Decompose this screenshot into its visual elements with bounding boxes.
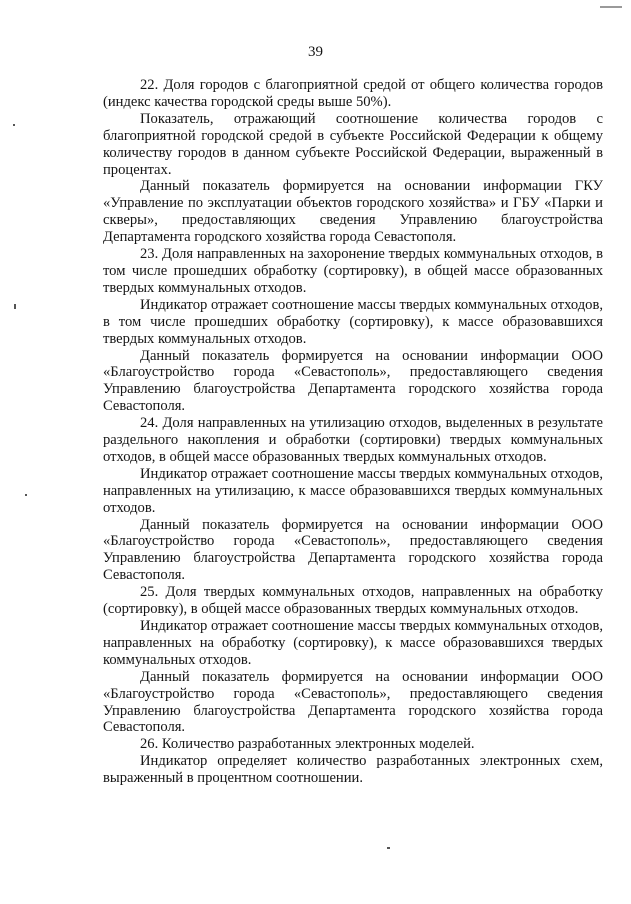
- paragraph-indicator-23-source: Данный показатель формируется на основании информации ООО «Благоустройство города «Севастополь», предоставляющего сведения Управлению благоустройства Департамента городского хозяйства города Севастополя.: [103, 347, 603, 415]
- document-body: [103, 77, 603, 787]
- paragraph-indicator-25-title: 25. Доля твердых коммунальных отходов, направленных на обработку (сортировку), в общей массе образованных твердых коммунальных отходов.: [103, 584, 603, 618]
- paragraph-indicator-23-description: Индикатор отражает соотношение массы твердых коммунальных отходов, в том числе прошедших обработку (сортировку), к массе образовавшихся твердых коммунальных отходов.: [103, 296, 603, 347]
- paragraph-indicator-22-title: 22. Доля городов с благоприятной средой от общего количества городов (индекс качества городской среды выше 50%).: [103, 77, 603, 110]
- paragraph-indicator-26-description: Индикатор определяет количество разработанных электронных схем, выраженный в процентном соотношении.: [103, 753, 603, 787]
- scan-speck: [14, 304, 16, 309]
- paragraph-indicator-24-source: Данный показатель формируется на основании информации ООО «Благоустройство города «Севастополь», предоставляющего сведения Управлению благоустройства Департамента городского хозяйства города Севастополя.: [103, 516, 603, 584]
- paragraph-indicator-22-description: Показатель, отражающий соотношение количества городов с благоприятной городской средой в субъекте Российской Федерации к общему количеству городов в данном субъекте Российской Федерации, выраженный в процентах.: [103, 110, 603, 178]
- paragraph-indicator-25-description: Индикатор отражает соотношение массы твердых коммунальных отходов, направленных на обработку (сортировку), к массе образовавшихся твердых коммунальных отходов.: [103, 618, 603, 668]
- scan-speck: [387, 847, 390, 849]
- scan-speck: [25, 494, 27, 496]
- paragraph-indicator-23-title: 23. Доля направленных на захоронение твердых коммунальных отходов, в том числе прошедших обработку (сортировку), в общей массе образованных твердых коммунальных отходов.: [103, 246, 603, 296]
- scan-speck: [13, 124, 15, 126]
- paragraph-indicator-24-description: Индикатор отражает соотношение массы твердых коммунальных отходов, направленных на утилизацию, к массе образовавшихся твердых коммунальных отходов.: [103, 465, 603, 516]
- page-number: 39: [308, 44, 323, 60]
- paragraph-indicator-25-source: Данный показатель формируется на основании информации ООО «Благоустройство города «Севастополь», предоставляющего сведения Управлению благоустройства Департамента городского хозяйства города Севастополя.: [103, 668, 603, 736]
- paragraph-indicator-26-title: 26. Количество разработанных электронных моделей.: [140, 736, 475, 753]
- scan-speck: [600, 6, 622, 8]
- paragraph-indicator-24-title: 24. Доля направленных на утилизацию отходов, выделенных в результате раздельного накопления и обработки (сортировки) твердых коммунальных отходов, в общей массе образованных твердых коммунальных отходов.: [103, 415, 603, 465]
- paragraph-indicator-22-source: Данный показатель формируется на основании информации ГКУ «Управление по эксплуатации объектов городского хозяйства» и ГБУ «Парки и скверы», предоставляющих сведения Управлению благоустройства Департамента городского хозяйства города Севастополя.: [103, 178, 603, 246]
